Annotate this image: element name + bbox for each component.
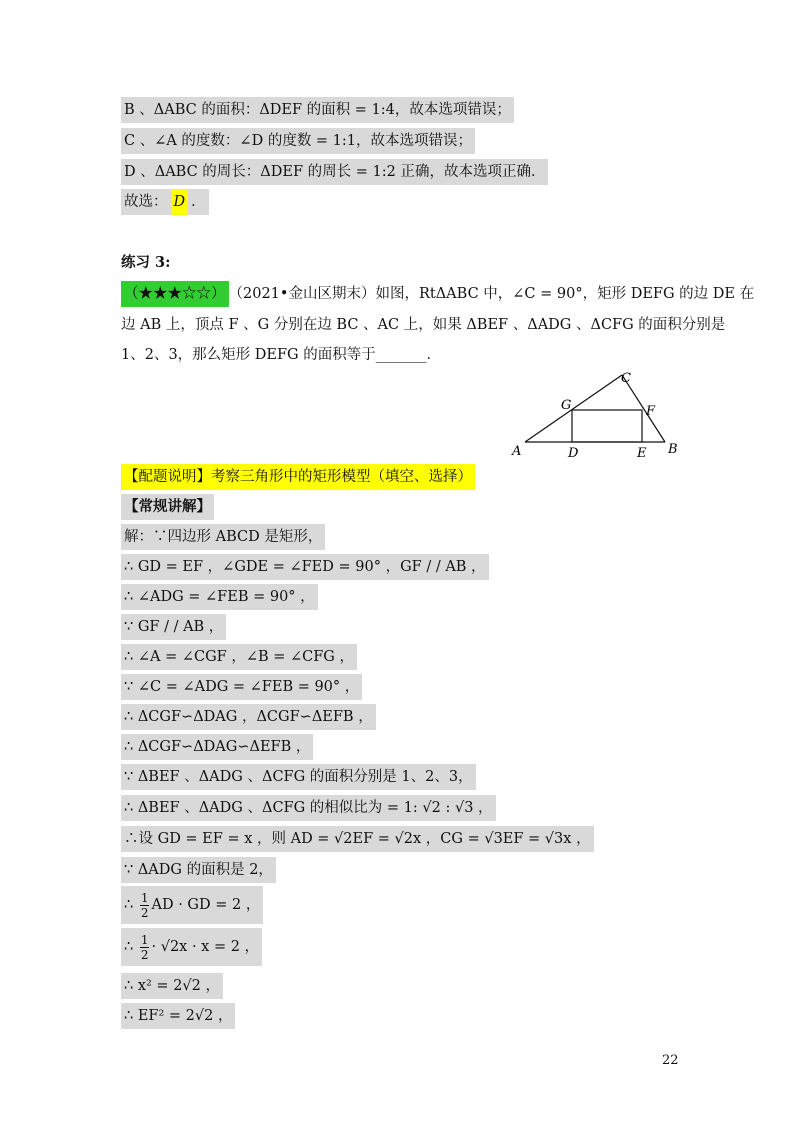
step-line bbox=[121, 554, 489, 580]
answer-suffix: ． bbox=[188, 189, 209, 215]
label-g: G bbox=[561, 398, 572, 413]
step-line bbox=[121, 857, 276, 883]
step-text: ∴ x² = 2√2 ， bbox=[121, 973, 223, 999]
exercise-title: 练习 3: bbox=[121, 254, 171, 271]
fraction-numerator: 1 bbox=[140, 932, 149, 947]
option-d-text: D 、ΔABC 的周长：ΔDEF 的周长 = 1:2 正确，故本选项正确． bbox=[121, 159, 548, 185]
answer-value: D bbox=[171, 189, 189, 215]
step-text: ∵ ΔADG 的面积是 2， bbox=[121, 857, 276, 883]
label-a: A bbox=[512, 444, 522, 459]
label-e: E bbox=[637, 446, 647, 461]
fraction-denominator: 2 bbox=[140, 905, 149, 920]
option-b-line bbox=[121, 97, 514, 123]
question-line-1 bbox=[121, 281, 754, 307]
question-line-3: 1、2、3，那么矩形 DEFG 的面积等于_______． bbox=[121, 347, 441, 363]
answer-line bbox=[121, 189, 209, 215]
difficulty-stars: （★★★☆☆） bbox=[121, 281, 229, 307]
step-line bbox=[121, 826, 594, 852]
step-text: 解：∵四边形 ABCD 是矩形， bbox=[121, 524, 325, 550]
option-c-line bbox=[121, 128, 475, 154]
step-line bbox=[121, 524, 325, 550]
option-b-text: B 、ΔABC 的面积：ΔDEF 的面积 = 1:4，故本选项错误； bbox=[121, 97, 514, 123]
section-heading: 【常规讲解】 bbox=[121, 494, 214, 520]
step-text: ∴ ΔCGF∽ΔDAG ，ΔCGF∽ΔEFB ， bbox=[121, 704, 376, 730]
step-text: ∵ ΔBEF 、ΔADG 、ΔCFG 的面积分别是 1、2、3， bbox=[121, 764, 476, 790]
step-line bbox=[121, 644, 357, 670]
step-text: ∴ EF² = 2√2 ， bbox=[121, 1003, 235, 1029]
fraction-step-1-prefix: ∴ bbox=[124, 897, 138, 913]
one-half-fraction bbox=[140, 891, 150, 920]
step-text: ∴ ∠A = ∠CGF ，∠B = ∠CFG ， bbox=[121, 644, 357, 670]
step-text: ∵ ∠C = ∠ADG = ∠FEB = 90° ， bbox=[121, 674, 362, 700]
explain-title: 【配题说明】考察三角形中的矩形模型（填空、选择） bbox=[121, 464, 475, 490]
option-c-text: C 、∠A 的度数：∠D 的度数 = 1:1，故本选项错误； bbox=[121, 128, 475, 154]
step-line bbox=[121, 795, 496, 821]
page-number: 22 bbox=[662, 1053, 679, 1068]
step-line bbox=[121, 734, 313, 760]
fraction-step-1 bbox=[121, 886, 263, 924]
geometry-figure bbox=[505, 365, 690, 465]
step-text: ∴设 GD = EF = x ，则 AD = √2EF = √2x ，CG = √3EF = √3x ， bbox=[121, 826, 594, 852]
answer-prefix: 故选： bbox=[121, 189, 171, 215]
option-d-line bbox=[121, 159, 548, 185]
label-b: B bbox=[668, 442, 678, 457]
label-c: C bbox=[621, 371, 631, 386]
one-half-fraction bbox=[140, 933, 150, 962]
step-line bbox=[121, 614, 226, 640]
label-f: F bbox=[646, 404, 656, 419]
label-d: D bbox=[568, 446, 579, 461]
fraction-denominator: 2 bbox=[140, 947, 149, 962]
step-line bbox=[121, 704, 376, 730]
step-text: ∴ ΔBEF 、ΔADG 、ΔCFG 的相似比为 = 1: √2 : √3 ， bbox=[121, 795, 496, 821]
step-text: ∵ GF / / AB ， bbox=[121, 614, 226, 640]
triangle-side-ac bbox=[525, 375, 622, 442]
step-line bbox=[121, 764, 476, 790]
step-line bbox=[121, 973, 223, 999]
rectangle-defg bbox=[572, 410, 642, 442]
fraction-step-2 bbox=[121, 928, 262, 966]
step-text: ∴ GD = EF ，∠GDE = ∠FED = 90° ，GF / / AB ， bbox=[121, 554, 489, 580]
fraction-step-2-rest: · √2x · x = 2 ， bbox=[151, 939, 260, 955]
step-line bbox=[121, 584, 318, 610]
step-line bbox=[121, 1003, 235, 1029]
explain-title-line bbox=[121, 464, 475, 490]
fraction-step-1-rest: AD · GD = 2 ， bbox=[151, 897, 261, 913]
fraction-numerator: 1 bbox=[140, 890, 149, 905]
question-text-1: （2021•金山区期末）如图，RtΔABC 中，∠C = 90°，矩形 DEFG 的边 DE 在 bbox=[228, 286, 755, 302]
step-text: ∴ ∠ADG = ∠FEB = 90° ， bbox=[121, 584, 318, 610]
question-line-2: 边 AB 上，顶点 F 、G 分别在边 BC 、AC 上，如果 ΔBEF 、ΔADG 、ΔCFG 的面积分别是 bbox=[121, 317, 726, 333]
step-text: ∴ ΔCGF∽ΔDAG∽ΔEFB ， bbox=[121, 734, 313, 760]
step-line bbox=[121, 674, 362, 700]
section-heading-line bbox=[121, 494, 214, 520]
fraction-step-2-prefix: ∴ bbox=[124, 939, 138, 955]
